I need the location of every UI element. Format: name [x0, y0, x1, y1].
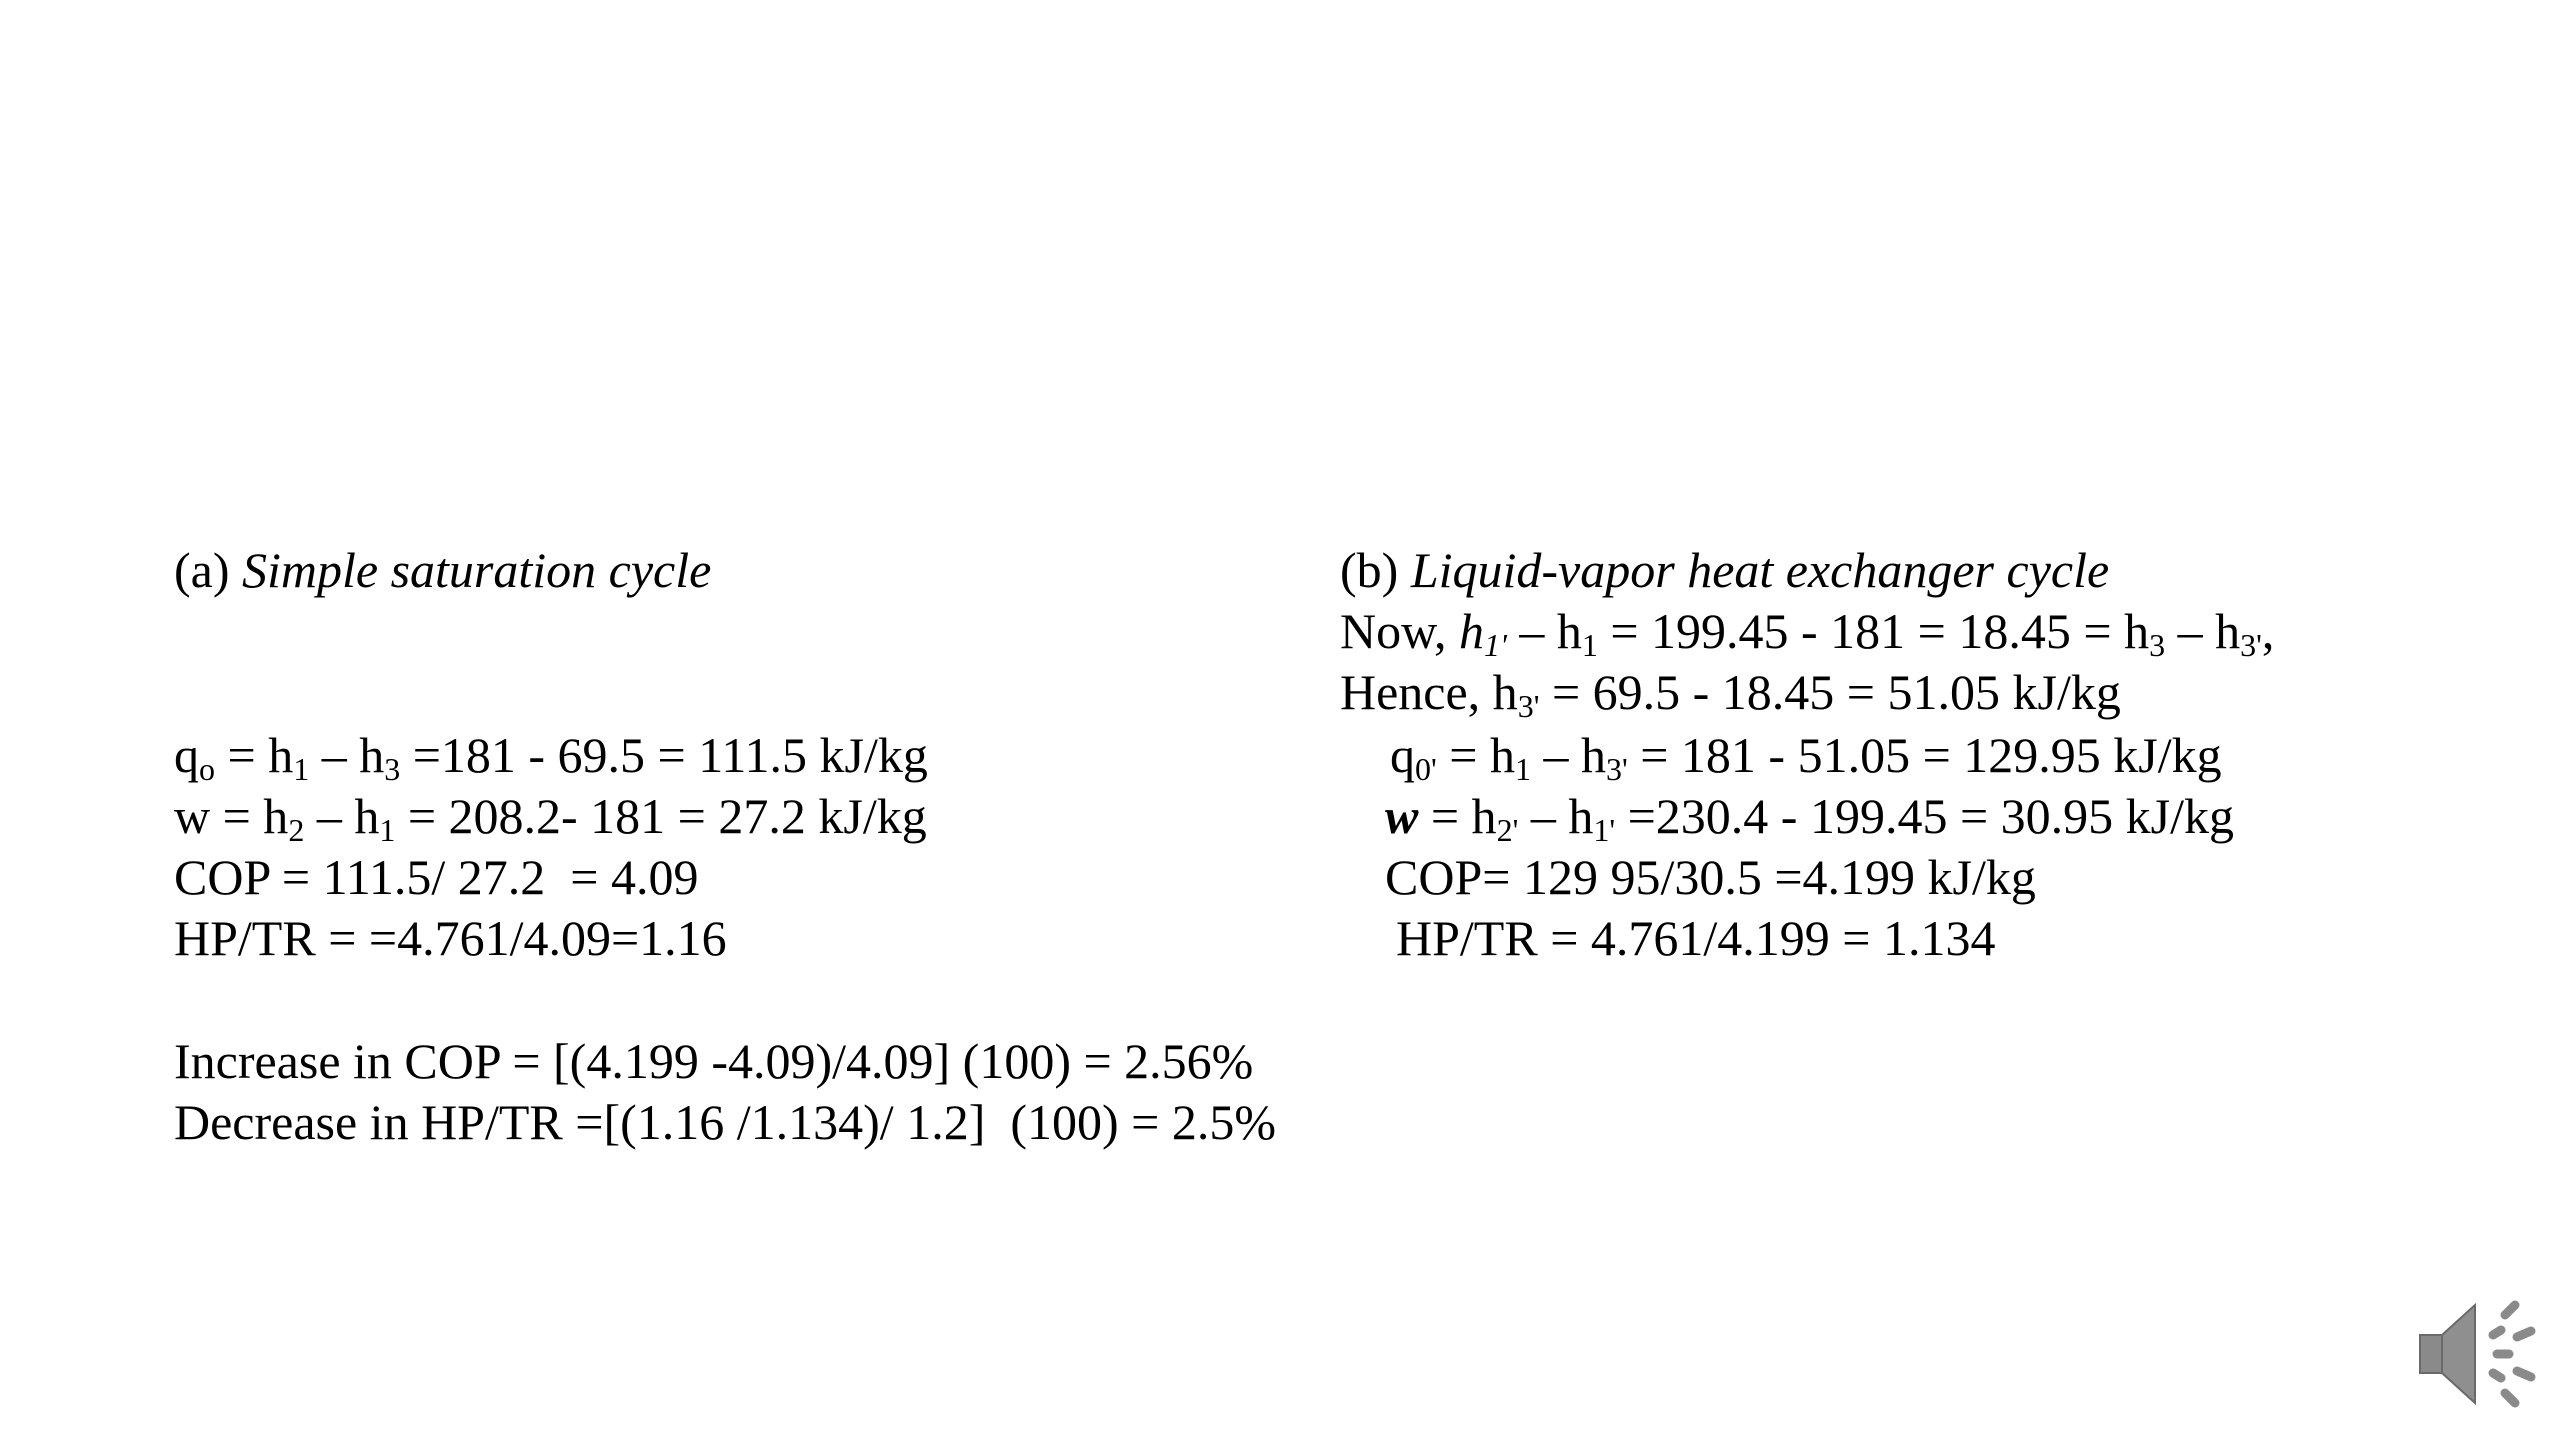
section-a-cop: COP = 111.5/ 27.2 = 4.09 [174, 849, 699, 905]
wb-result: =230.4 - 199.45 = 30.95 kJ/kg [1615, 788, 2234, 844]
section-b-title: Liquid-vapor heat exchanger cycle [1410, 542, 2110, 598]
section-a-heading [174, 540, 711, 600]
q0-sub-1: 1 [1514, 751, 1531, 787]
now-dash: – h [2165, 603, 2241, 659]
now-sub-3: 3 [2149, 627, 2166, 663]
speaker-icon[interactable] [2405, 1285, 2545, 1425]
section-b-heading [1340, 540, 2109, 600]
wb-sub-2: 1' [1593, 812, 1616, 848]
q0-subscript: 0' [1415, 751, 1437, 787]
w-lhs: w = h [174, 788, 289, 844]
q0-sub-2: 3' [1605, 751, 1628, 787]
qo-result: =181 - 69.5 = 111.5 kJ/kg [400, 727, 928, 783]
qo-eq-part: = h [215, 727, 294, 783]
section-b-cop: COP= 129 95/30.5 =4.199 kJ/kg [1385, 849, 2036, 905]
qo-symbol: q [174, 727, 199, 783]
q0-symbol: q [1390, 727, 1415, 783]
hence-prefix: Hence, h [1340, 664, 1518, 720]
now-end: , [2261, 603, 2275, 659]
section-a-label: (a) [174, 542, 230, 598]
wb-sub-1: 2' [1496, 812, 1519, 848]
section-b-q0-equation [1390, 725, 2222, 785]
section-b-now-equation [1340, 601, 2274, 661]
now-mid: – h [1506, 603, 1582, 659]
section-b-label: (b) [1340, 542, 1399, 598]
now-sub-3p: 3' [2240, 627, 2262, 663]
wb-mid: – h [1518, 788, 1594, 844]
q0-eq-part: = h [1436, 727, 1515, 783]
w-sub-1: 2 [288, 812, 305, 848]
section-a-qo-equation [174, 725, 928, 785]
section-a-hptr: HP/TR = =4.761/4.09=1.16 [174, 910, 727, 966]
speaker-icon-svg [2405, 1285, 2545, 1425]
section-a-title: Simple saturation cycle [242, 542, 712, 598]
section-b-hence-equation [1340, 662, 2121, 722]
q0-result: = 181 - 51.05 = 129.95 kJ/kg [1627, 727, 2222, 783]
now-rest: = 199.45 - 181 = 18.45 = h [1597, 603, 2150, 659]
decrease-in-hptr: Decrease in HP/TR =[(1.16 /1.134)/ 1.2] (100) = 2.5% [174, 1094, 1277, 1150]
qo-sub-1: 1 [293, 751, 310, 787]
w-sub-2: 1 [379, 812, 396, 848]
section-b-hptr: HP/TR = 4.761/4.199 = 1.134 [1396, 910, 1996, 966]
w-bold-symbol: w [1385, 788, 1419, 844]
now-sub-1: 1 [1581, 627, 1598, 663]
w-mid-part: – h [304, 788, 380, 844]
increase-in-cop: Increase in COP = [(4.199 -4.09)/4.09] (100) = 2.56% [174, 1033, 1254, 1089]
now-h: h [1458, 603, 1484, 659]
w-result: = 208.2- 181 = 27.2 kJ/kg [395, 788, 927, 844]
hence-sub: 3' [1517, 688, 1540, 724]
hence-rest: = 69.5 - 18.45 = 51.05 kJ/kg [1539, 664, 2121, 720]
now-h-sub: 1' [1483, 627, 1507, 663]
qo-mid-part: – h [309, 727, 385, 783]
wb-eq: = h [1418, 788, 1497, 844]
q0-mid-part: – h [1530, 727, 1606, 783]
qo-subscript: o [199, 751, 215, 787]
now-prefix: Now, [1340, 603, 1459, 659]
section-b-w-equation [1385, 786, 2234, 846]
section-a-w-equation [174, 786, 927, 846]
qo-sub-2: 3 [384, 751, 401, 787]
